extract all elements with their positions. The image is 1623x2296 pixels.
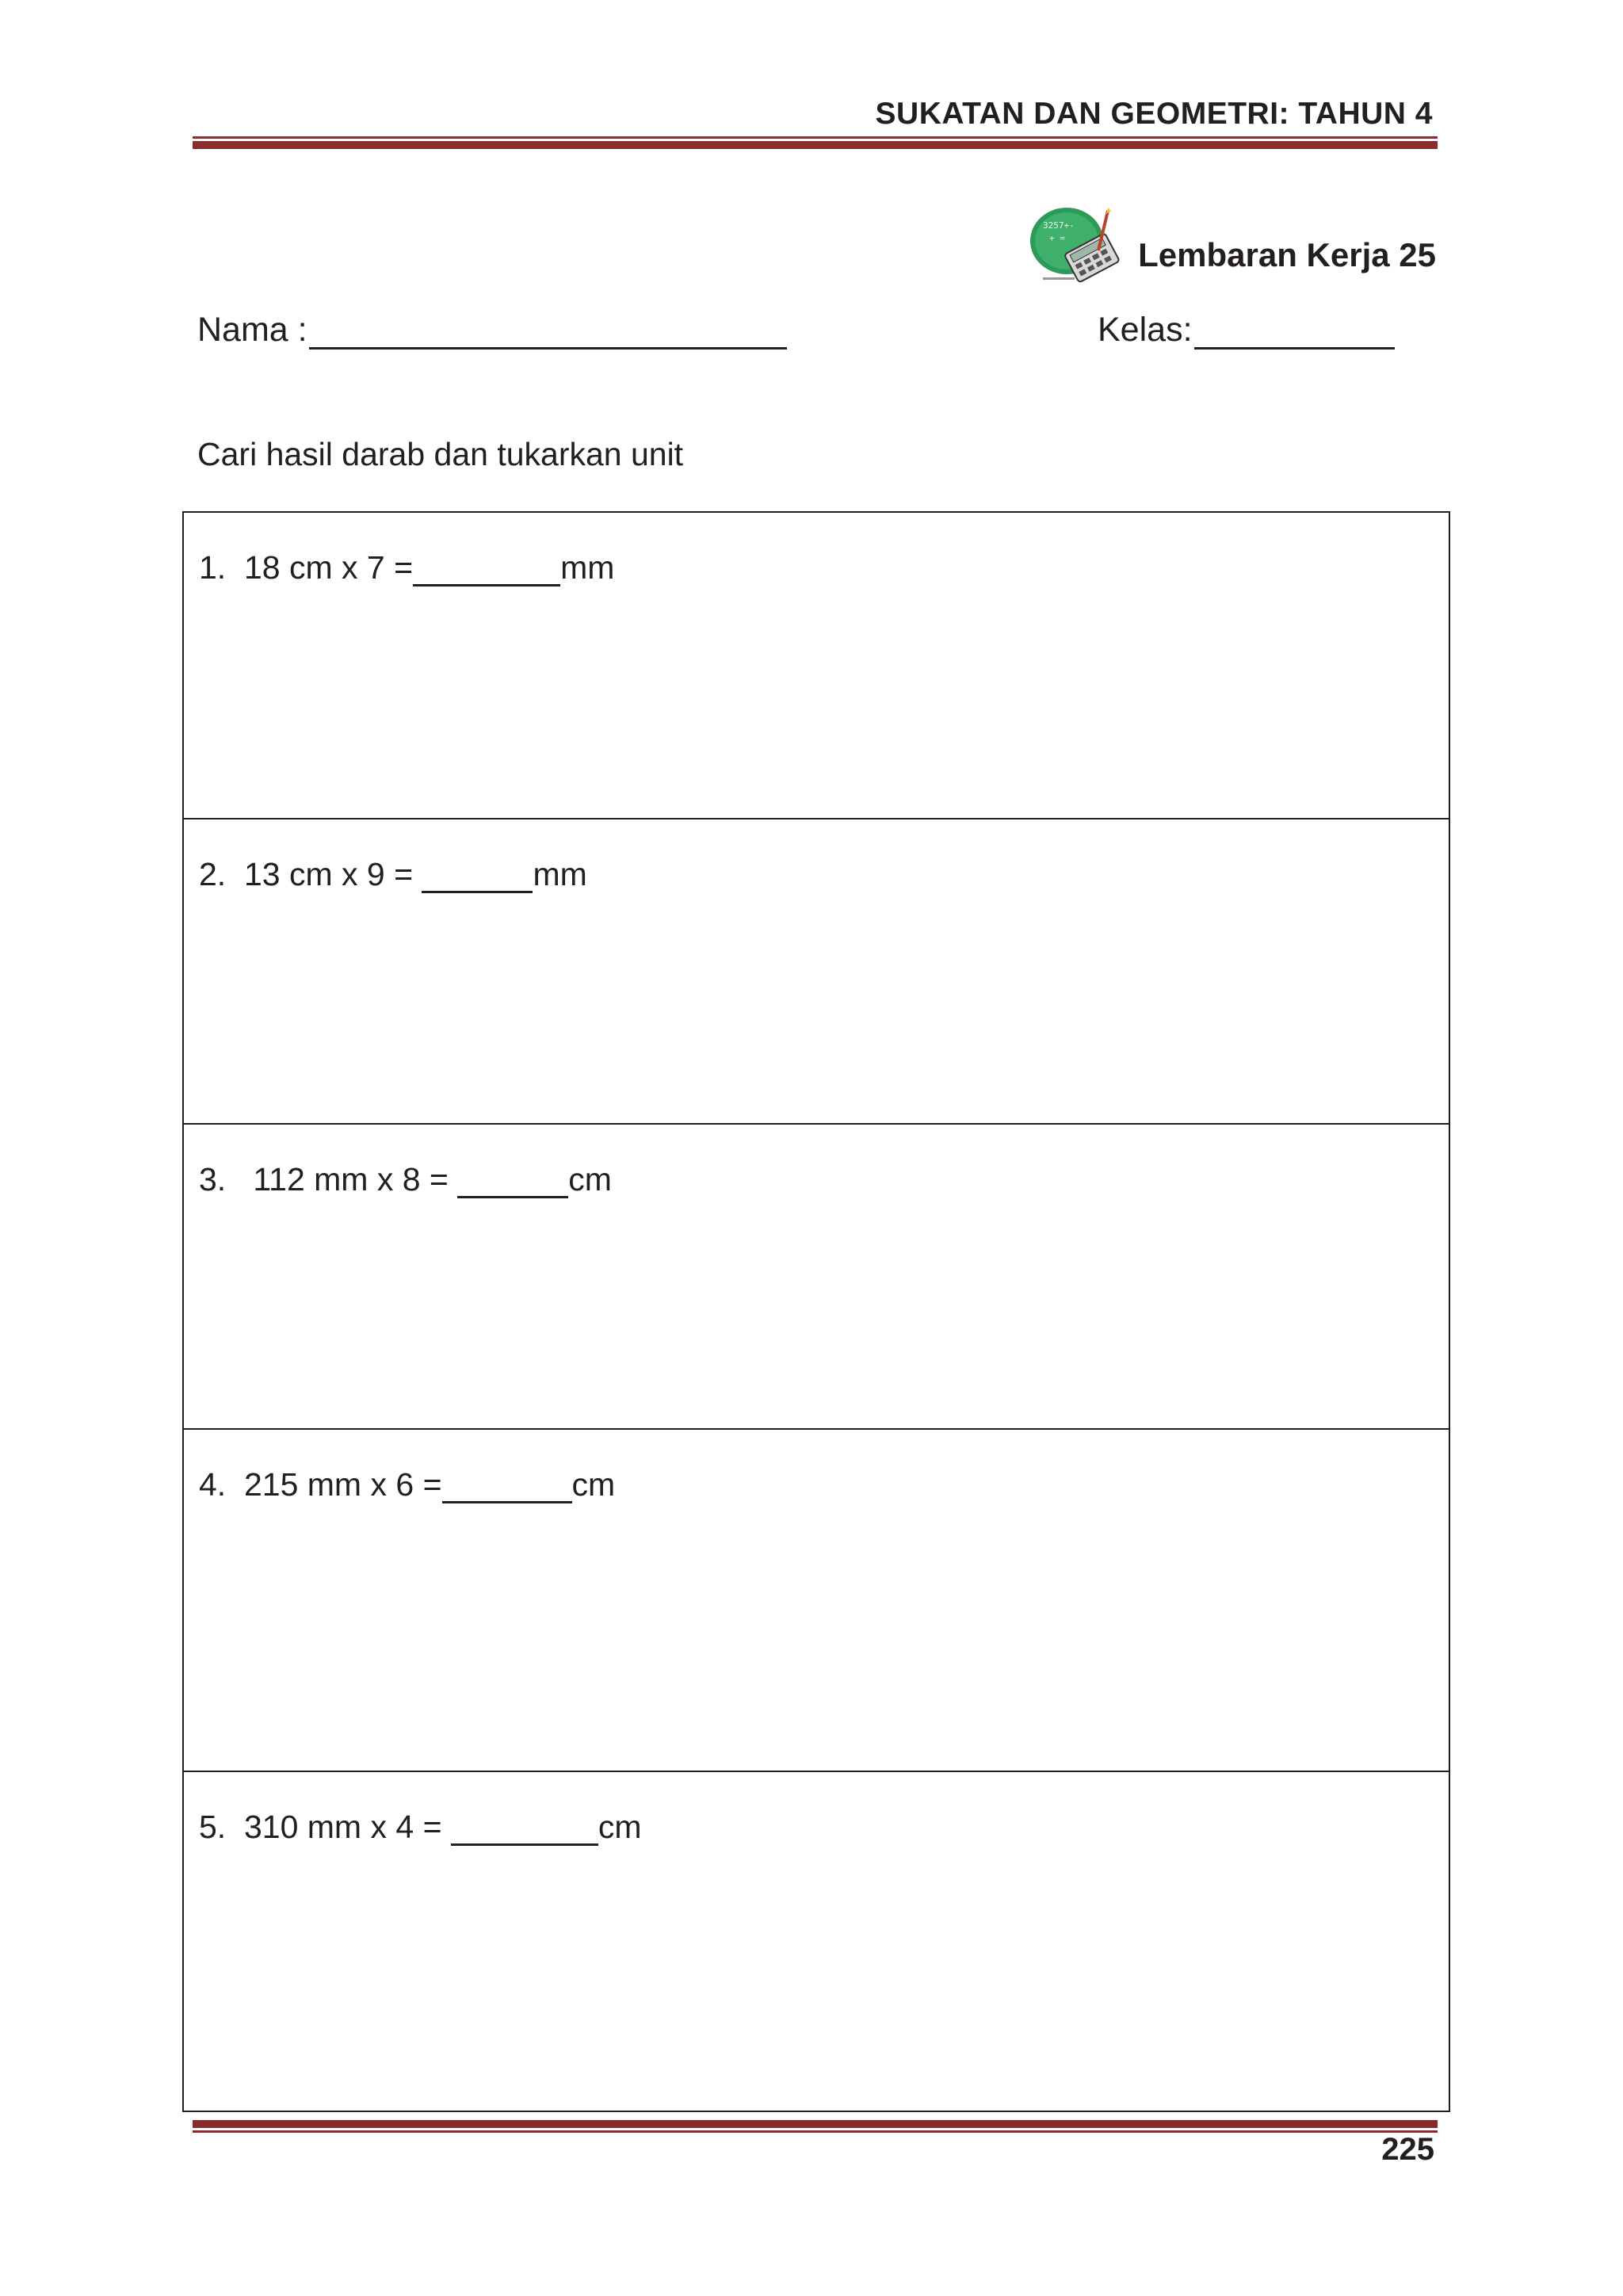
question-text — [199, 856, 587, 893]
footer-rule-thin — [193, 2130, 1438, 2133]
svg-text:+ =: + = — [1049, 233, 1066, 243]
question-text — [199, 1161, 612, 1198]
question-row-4 — [184, 1428, 1449, 1771]
name-blank[interactable] — [309, 312, 787, 350]
question-unit: cm — [598, 1809, 642, 1845]
question-expression: 112 mm x 8 = — [226, 1161, 458, 1198]
page-header-title: SUKATAN DAN GEOMETRI: TAHUN 4 — [875, 97, 1433, 131]
question-unit: mm — [560, 549, 615, 586]
calculator-icon — [1029, 204, 1127, 287]
footer-rule-thick — [193, 2120, 1438, 2128]
class-label: Kelas: — [1098, 311, 1193, 349]
answer-blank[interactable] — [451, 1812, 598, 1846]
answer-blank[interactable] — [457, 1164, 568, 1198]
worksheet-title: Lembaran Kerja 25 — [1138, 236, 1436, 273]
answer-blank[interactable] — [442, 1469, 572, 1503]
instruction-text: Cari hasil darab dan tukarkan unit — [197, 436, 684, 472]
class-field — [1098, 311, 1395, 350]
svg-text:3257+-: 3257+- — [1043, 220, 1075, 231]
question-expression: 310 mm x 4 = — [226, 1809, 451, 1845]
header-rule-thick — [193, 141, 1438, 149]
question-number: 4. — [199, 1466, 227, 1503]
page-number: 225 — [1381, 2132, 1434, 2167]
answer-blank[interactable] — [422, 859, 533, 893]
question-row-1 — [184, 513, 1449, 818]
question-text — [199, 1809, 642, 1846]
worksheet-badge — [1029, 204, 1436, 287]
question-number: 5. — [199, 1809, 227, 1845]
question-number: 1. — [199, 549, 227, 586]
question-expression: 13 cm x 9 = — [226, 856, 422, 892]
question-unit: mm — [533, 856, 587, 892]
header-rule-thin — [193, 136, 1438, 139]
question-number: 3. — [199, 1161, 227, 1198]
question-text — [199, 549, 614, 586]
question-text — [199, 1466, 615, 1503]
class-blank[interactable] — [1194, 312, 1395, 350]
question-expression: 18 cm x 7 = — [226, 549, 414, 586]
question-row-2 — [184, 818, 1449, 1123]
answer-blank[interactable] — [413, 552, 560, 586]
question-unit: cm — [568, 1161, 612, 1198]
name-label: Nama : — [197, 311, 307, 349]
name-field — [197, 311, 787, 350]
question-expression: 215 mm x 6 = — [226, 1466, 442, 1503]
questions-table — [182, 511, 1450, 2112]
question-row-3 — [184, 1123, 1449, 1428]
question-row-5 — [184, 1771, 1449, 2111]
question-unit: cm — [571, 1466, 616, 1503]
question-number: 2. — [199, 856, 227, 892]
